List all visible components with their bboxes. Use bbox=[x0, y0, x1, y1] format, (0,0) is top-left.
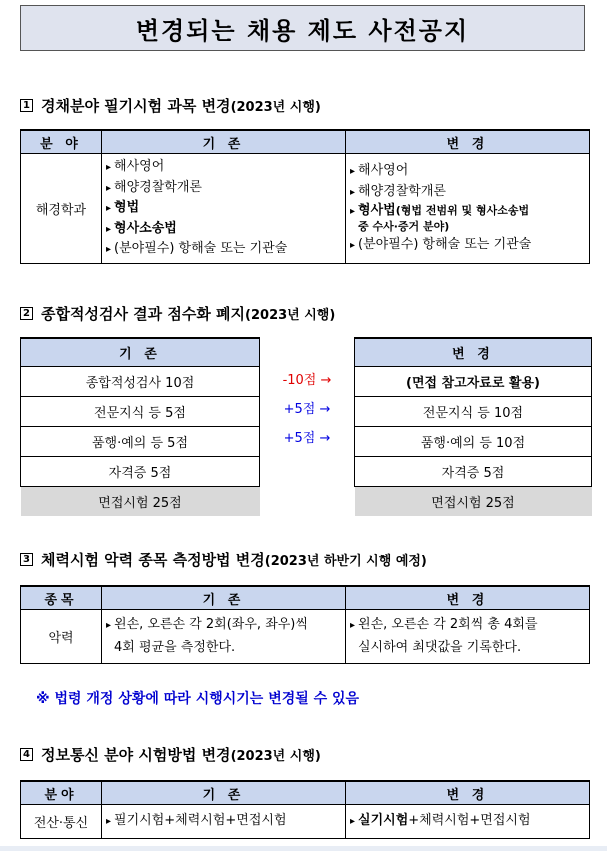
section-2-after-table bbox=[354, 337, 592, 516]
table-row: 면접시험 25점 bbox=[21, 487, 260, 517]
section-suffix: (2023년 하반기 시행 예정) bbox=[264, 554, 427, 569]
section-suffix: (2023년 시행) bbox=[245, 308, 336, 323]
change-column bbox=[262, 364, 352, 451]
table-row: 전문지식 등 5점 bbox=[21, 397, 260, 427]
section-1-table bbox=[20, 129, 590, 264]
after-cell bbox=[346, 154, 590, 264]
section-suffix: (2023년 시행) bbox=[230, 100, 321, 115]
term-detail-cont: 중 수사·증거 분야) bbox=[358, 220, 450, 234]
section-title: 체력시험 악력 종목 측정방법 변경 bbox=[41, 551, 265, 569]
header-after: 변 경 bbox=[355, 338, 592, 367]
header-after: 변 경 bbox=[346, 586, 590, 610]
section-number: 2 bbox=[20, 307, 33, 320]
change-label: -10점 → bbox=[282, 373, 332, 388]
section-title: 경채분야 필기시험 과목 변경 bbox=[41, 97, 231, 115]
after-cell bbox=[346, 610, 590, 664]
before-cell bbox=[102, 610, 346, 664]
list-item bbox=[350, 811, 585, 832]
section-title: 종합적성검사 결과 점수화 폐지 bbox=[41, 305, 246, 323]
list-item: ▸ 형법 bbox=[106, 198, 341, 219]
table-row: 품행·예의 등 5점 bbox=[21, 427, 260, 457]
section-2-before-table bbox=[20, 337, 260, 516]
list-item: ▸ (분야필수) 항해술 또는 기관술 bbox=[350, 235, 585, 256]
section-suffix: (2023년 시행) bbox=[230, 749, 321, 764]
section-2-heading bbox=[20, 303, 335, 324]
section-1-heading bbox=[20, 95, 321, 116]
bottom-divider bbox=[0, 846, 607, 851]
field-cell: 전산·통신 bbox=[21, 805, 102, 839]
header-field: 분야 bbox=[21, 781, 102, 805]
list-item: ▸ 해사영어 bbox=[350, 161, 585, 182]
list-item: ▸ 해양경찰학개론 bbox=[106, 178, 341, 199]
section-4-table bbox=[20, 780, 590, 839]
list-item-cont: 4회 평균을 측정한다. bbox=[114, 639, 236, 655]
table-row: 전문지식 등 10점 bbox=[355, 397, 592, 427]
list-item: ▸ 해사영어 bbox=[106, 157, 341, 178]
field-cell: 악력 bbox=[21, 610, 102, 664]
header-field: 분 야 bbox=[21, 130, 102, 154]
page-title: 변경되는 채용 제도 사전공지 bbox=[20, 5, 585, 51]
header-field: 종목 bbox=[21, 586, 102, 610]
term-rest: +체력시험+면접시험 bbox=[408, 813, 531, 829]
section-title: 정보통신 분야 시험방법 변경 bbox=[41, 746, 231, 764]
list-item bbox=[350, 202, 585, 220]
table-row: 면접시험 25점 bbox=[355, 487, 592, 517]
after-cell bbox=[346, 805, 590, 839]
list-item-cont: 실시하여 최댓값을 기록한다. bbox=[358, 639, 522, 655]
list-item: ▸ 해양경찰학개론 bbox=[350, 182, 585, 203]
list-item: ▸ 왼손, 오른손 각 2회씩 총 4회를 bbox=[350, 614, 585, 637]
table-row: (면접 참고자료로 활용) bbox=[355, 367, 592, 397]
list-item: ▸ (분야필수) 항해술 또는 기관술 bbox=[106, 239, 341, 260]
section-number: 1 bbox=[20, 99, 33, 112]
header-after: 변 경 bbox=[346, 781, 590, 805]
before-cell bbox=[102, 805, 346, 839]
section-number: 4 bbox=[20, 748, 33, 761]
header-before: 기 존 bbox=[21, 338, 260, 367]
list-item: ▸ 왼손, 오른손 각 2회(좌우, 좌우)씩 bbox=[106, 614, 341, 637]
section-3-heading bbox=[20, 549, 427, 570]
bold-term: 실기시험 bbox=[358, 813, 409, 829]
header-before: 기 존 bbox=[102, 130, 346, 154]
list-item: ▸ 형사소송법 bbox=[106, 219, 341, 240]
term-detail: (형법 전범위 및 형사소송법 bbox=[395, 204, 530, 218]
list-item: ▸ 필기시험+체력시험+면접시험 bbox=[106, 811, 341, 832]
header-before: 기 존 bbox=[102, 586, 346, 610]
table-row: 종합적성검사 10점 bbox=[21, 367, 260, 397]
header-before: 기 존 bbox=[102, 781, 346, 805]
section-3-table bbox=[20, 585, 590, 664]
table-row: 자격증 5점 bbox=[355, 457, 592, 487]
table-row: 자격증 5점 bbox=[21, 457, 260, 487]
section-4-heading bbox=[20, 744, 321, 765]
table-row: 품행·예의 등 10점 bbox=[355, 427, 592, 457]
before-cell bbox=[102, 154, 346, 264]
header-after: 변 경 bbox=[346, 130, 590, 154]
notice-text: ※ 법령 개정 상황에 따라 시행시기는 변경될 수 있음 bbox=[36, 691, 360, 707]
section-number: 3 bbox=[20, 553, 33, 566]
bold-term: 형사법 bbox=[358, 203, 396, 219]
field-cell: 해경학과 bbox=[21, 154, 102, 264]
change-label: +5점 → bbox=[283, 431, 331, 446]
change-label: +5점 → bbox=[283, 402, 331, 417]
